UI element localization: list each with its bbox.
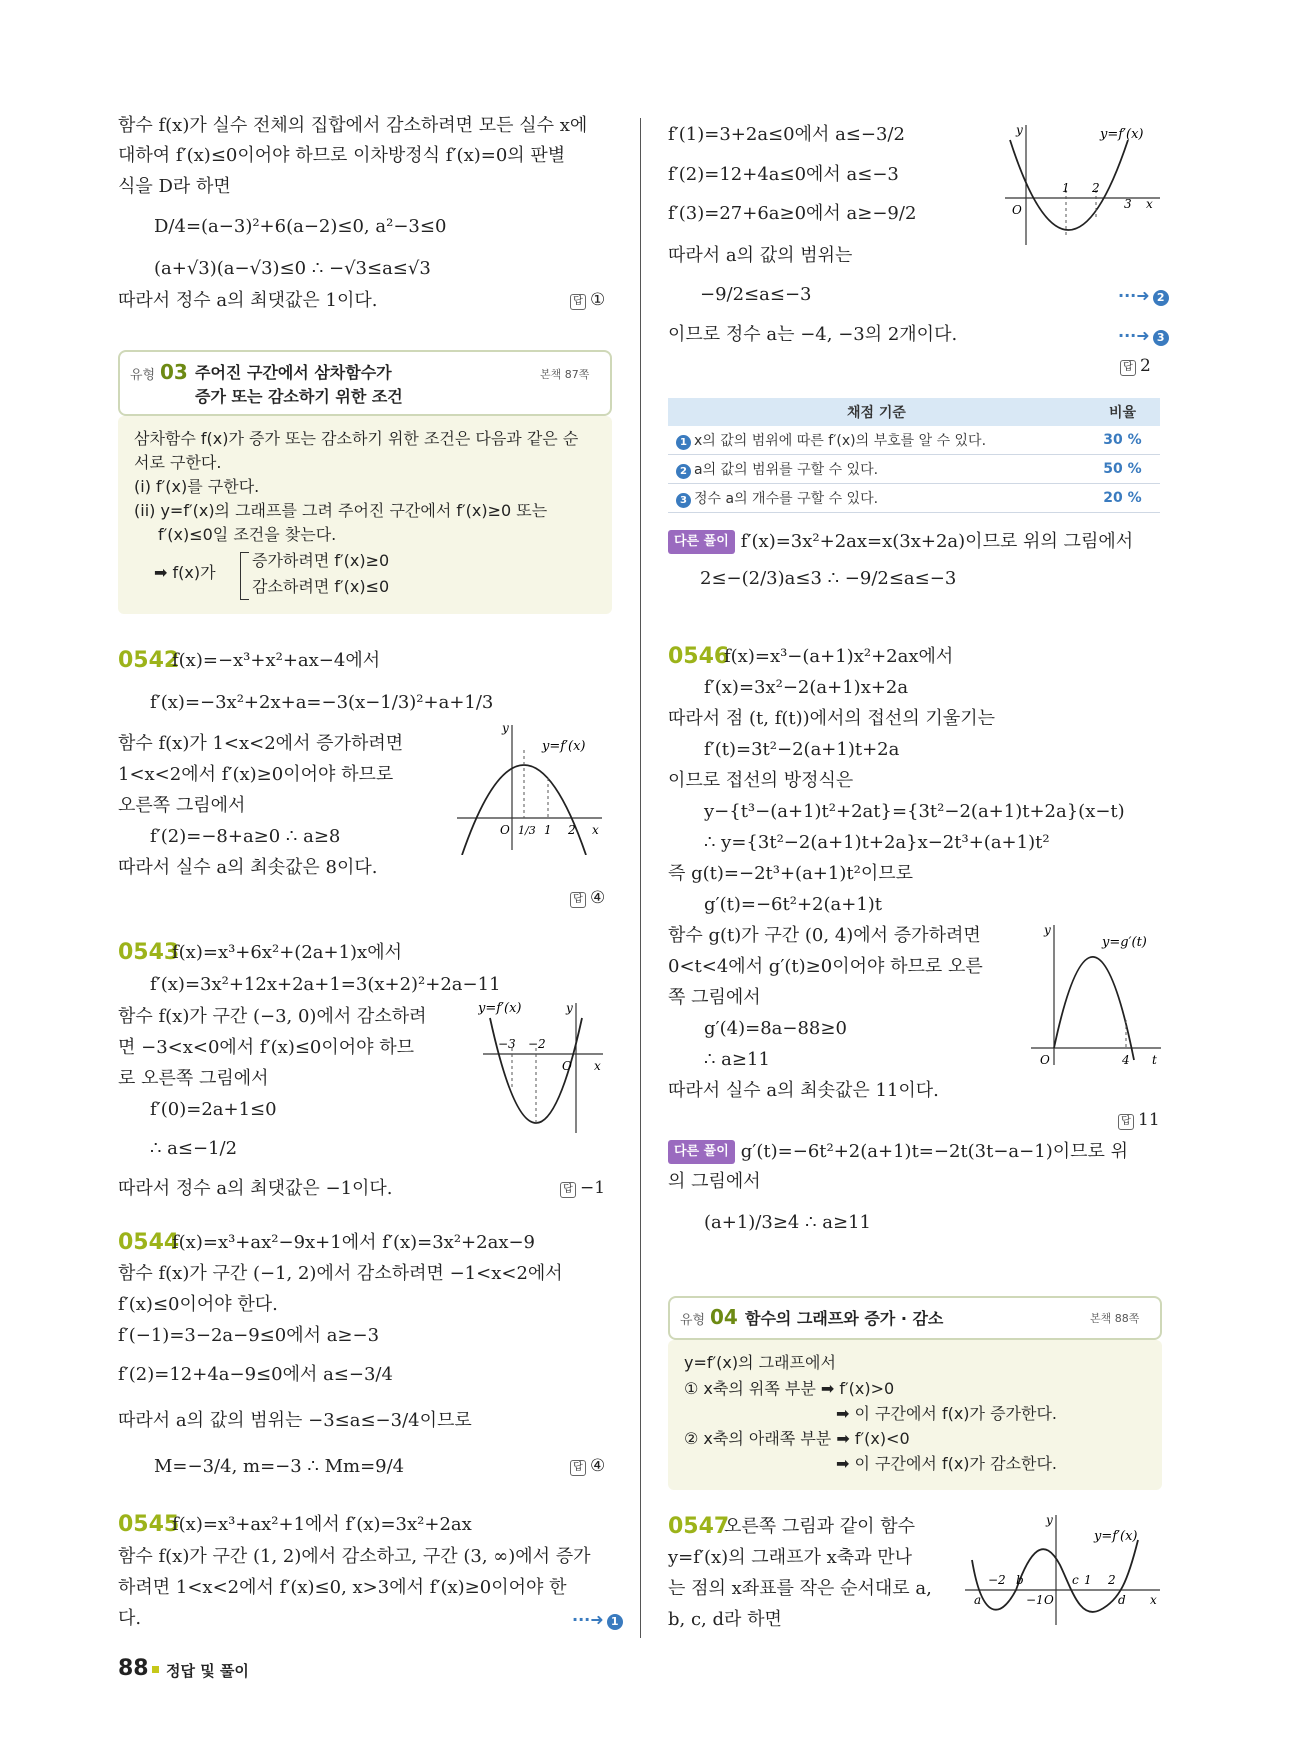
text-line: −9/2≤a≤−3 xyxy=(700,284,812,305)
tip-line: ② x축의 아래쪽 부분 ➡ f′(x)<0 xyxy=(684,1429,910,1448)
tick-label: O xyxy=(1044,1593,1054,1607)
text-line: M=−3/4, m=−3 ∴ Mm=9/4 xyxy=(154,1456,405,1477)
type-tag: 유형 xyxy=(680,1313,706,1328)
type-04-tip xyxy=(668,1340,1162,1490)
tick-label: −3 xyxy=(498,1037,516,1051)
tip-line: f′(x)≤0일 조건을 찾는다. xyxy=(158,525,337,544)
table-row: 1 x의 값의 범위에 따른 f′(x)의 부호를 알 수 있다. 30 % xyxy=(668,426,1160,455)
text-line: 함수 f(x)가 구간 (−1, 2)에서 감소하려면 −1<x<2에서 xyxy=(118,1263,563,1284)
parabola-graph-0542 xyxy=(452,720,607,855)
text-line: f′(x)=−3x²+2x+a=−3(x−1/3)²+a+1/3 xyxy=(150,692,494,713)
text-line: 로 오른쪽 그림에서 xyxy=(118,1068,269,1089)
type-ref: 본책 88쪽 xyxy=(1090,1312,1140,1325)
alt-solution: 다른 풀이 g′(t)=−6t²+2(a+1)t=−2t(3t−a−1)이므로 위 xyxy=(668,1140,1128,1164)
text-line: g′(4)=8a−88≥0 xyxy=(704,1018,847,1039)
text-line: 대하여 f′(x)≤0이어야 하므로 이차방정식 f′(x)=0의 판별 xyxy=(118,145,566,166)
text-line: 따라서 a의 값의 범위는 xyxy=(668,245,853,266)
text-line: 이므로 정수 a는 −4, −3의 2개이다. xyxy=(668,324,958,345)
tip-line: y=f′(x)의 그래프에서 xyxy=(684,1353,836,1372)
graph-label: y=f′(x) xyxy=(542,739,586,754)
text-line: 따라서 점 (t, f(t))에서의 접선의 기울기는 xyxy=(668,708,995,729)
text-line: 의 그림에서 xyxy=(668,1171,761,1192)
tick-label: b xyxy=(1016,1573,1024,1587)
type-04-header xyxy=(668,1296,1162,1340)
text-line: f(x)=x³+ax²+1에서 f′(x)=3x²+2ax xyxy=(172,1514,472,1535)
tick-label: O xyxy=(562,1059,572,1073)
text-line: 면 −3<x<0에서 f′(x)≤0이어야 하므 xyxy=(118,1037,415,1058)
text-line: 2≤−(2/3)a≤3 ∴ −9/2≤a≤−3 xyxy=(700,568,957,589)
tick-label: x xyxy=(594,1059,601,1073)
tick-label: x xyxy=(592,823,599,837)
tip-line: ① x축의 위쪽 부분 ➡ f′(x)>0 xyxy=(684,1379,895,1398)
text-line: 다. xyxy=(118,1608,142,1629)
text-line: 0<t<4에서 g′(t)≥0이어야 하므로 오른 xyxy=(668,956,983,977)
tick-label: x xyxy=(1150,1593,1157,1607)
tick-label: 1 xyxy=(544,823,552,837)
type-tag: 유형 xyxy=(130,368,156,383)
alt-solution: 다른 풀이 f′(x)=3x²+2ax=x(3x+2a)이므로 위의 그림에서 xyxy=(668,530,1133,554)
tick-label: y xyxy=(1044,923,1051,937)
text-line: f(x)=x³+ax²−9x+1에서 f′(x)=3x²+2ax−9 xyxy=(172,1232,536,1253)
tip-line: 감소하려면 f′(x)≤0 xyxy=(252,577,390,596)
type-title: 증가 또는 감소하기 위한 조건 xyxy=(195,387,403,406)
tick-label: O xyxy=(1040,1053,1050,1067)
type-title: 주어진 구간에서 삼차함수가 xyxy=(195,363,392,382)
text-line: f′(3)=27+6a≥0에서 a≥−9/2 xyxy=(668,203,917,224)
text-line: 함수 f(x)가 구간 (1, 2)에서 감소하고, 구간 (3, ∞)에서 증가 xyxy=(118,1546,591,1567)
tick-label: O xyxy=(500,823,510,837)
step-marker: ···➜ 3 xyxy=(1118,326,1169,346)
tip-line: (i) f′(x)를 구한다. xyxy=(134,477,260,496)
tick-label: y xyxy=(1016,123,1023,137)
text-line: 함수 f(x)가 1<x<2에서 증가하려면 xyxy=(118,733,404,754)
answer: 답 ④ xyxy=(570,1456,605,1476)
text-line: 오른쪽 그림에서 xyxy=(118,795,246,816)
quartic-graph-0547 xyxy=(960,1510,1165,1630)
answer: 답 ① xyxy=(570,290,605,310)
text-line: g′(t)=−6t²+2(a+1)t xyxy=(704,894,883,915)
tip-line: 서로 구한다. xyxy=(134,453,222,472)
text-line: D/4=(a−3)²+6(a−2)≤0, a²−3≤0 xyxy=(154,216,447,237)
problem-number: 0545 xyxy=(118,1512,180,1537)
answer: 답 −1 xyxy=(560,1178,605,1198)
text-line: 는 점의 x좌표를 작은 순서대로 a, xyxy=(668,1578,932,1599)
table-header: 채점 기준 xyxy=(668,398,1085,426)
type-number: 03 xyxy=(160,360,188,384)
problem-number: 0542 xyxy=(118,648,180,673)
text-line: f′(1)=3+2a≤0에서 a≤−3/2 xyxy=(668,124,905,145)
graph-label: y=g′(t) xyxy=(1102,935,1147,950)
tick-label: 1 xyxy=(1084,1573,1092,1587)
tick-label: −1 xyxy=(1026,1593,1044,1607)
tick-label: y xyxy=(502,721,509,735)
column-divider xyxy=(640,118,641,1638)
parabola-graph-0543 xyxy=(478,998,608,1138)
problem-number: 0547 xyxy=(668,1514,730,1539)
table-row: 2 a의 값의 범위를 구할 수 있다. 50 % xyxy=(668,455,1160,484)
text-line: f′(2)=12+4a≤0에서 a≤−3 xyxy=(668,164,899,185)
type-03-header xyxy=(118,350,612,416)
tick-label: c xyxy=(1072,1573,1079,1587)
tip-line: ➡ f(x)가 xyxy=(154,563,216,582)
tick-label: d xyxy=(1118,1593,1126,1607)
answer: 답 11 xyxy=(1118,1110,1160,1130)
text-line: ∴ y={3t²−2(a+1)t+2a}x−2t³+(a+1)t² xyxy=(704,832,1050,853)
text-line: f′(−1)=3−2a−9≤0에서 a≥−3 xyxy=(118,1325,380,1346)
text-line: 함수 f(x)가 실수 전체의 집합에서 감소하려면 모든 실수 x에 xyxy=(118,115,588,136)
text-line: b, c, d라 하면 xyxy=(668,1609,782,1630)
text-line: 따라서 실수 a의 최솟값은 8이다. xyxy=(118,857,378,878)
tip-line: ➡ 이 구간에서 f(x)가 감소한다. xyxy=(836,1454,1057,1473)
text-line: 오른쪽 그림과 같이 함수 xyxy=(724,1516,916,1537)
footer-bullet xyxy=(152,1666,159,1673)
answer: 답 2 xyxy=(1120,356,1151,376)
text-line: ∴ a≥11 xyxy=(704,1049,770,1070)
tick-label: y xyxy=(1046,1513,1053,1527)
tip-line: (ii) y=f′(x)의 그래프를 그려 주어진 구간에서 f′(x)≥0 또는 xyxy=(134,501,548,520)
text-line: f′(x)≤0이어야 한다. xyxy=(118,1294,278,1315)
text-line: f(x)=−x³+x²+ax−4에서 xyxy=(172,650,381,671)
text-line: 따라서 실수 a의 최솟값은 11이다. xyxy=(668,1080,939,1101)
tip-line: ➡ 이 구간에서 f(x)가 증가한다. xyxy=(836,1404,1057,1423)
tick-label: t xyxy=(1152,1053,1157,1067)
text-line: (a+1)/3≥4 ∴ a≥11 xyxy=(704,1212,871,1233)
problem-number: 0544 xyxy=(118,1230,180,1255)
footer-text: 정답 및 풀이 xyxy=(166,1662,249,1680)
text-line: y=f′(x)의 그래프가 x축과 만나 xyxy=(668,1547,913,1568)
text-line: f(x)=x³−(a+1)x²+2ax에서 xyxy=(724,646,954,667)
graph-label: y=f′(x) xyxy=(1094,1529,1138,1544)
type-ref: 본책 87쪽 xyxy=(540,368,590,381)
text-line: f′(2)=12+4a−9≤0에서 a≤−3/4 xyxy=(118,1364,393,1385)
text-line: f′(2)=−8+a≥0 ∴ a≥8 xyxy=(150,826,341,847)
text-line: f′(x)=3x²+12x+2a+1=3(x+2)²+2a−11 xyxy=(150,974,501,995)
grading-table xyxy=(668,398,1160,513)
text-line: 따라서 a의 값의 범위는 −3≤a≤−3/4이므로 xyxy=(118,1410,472,1431)
text-line: f′(0)=2a+1≤0 xyxy=(150,1099,277,1120)
table-row: 3 정수 a의 개수를 구할 수 있다. 20 % xyxy=(668,484,1160,513)
text-line: f(x)=x³+6x²+(2a+1)x에서 xyxy=(172,942,402,963)
bracket xyxy=(240,552,249,600)
text-line: 이므로 접선의 방정식은 xyxy=(668,770,854,791)
step-marker: ···➜ 1 xyxy=(572,1610,623,1630)
problem-number: 0543 xyxy=(118,940,180,965)
graph-label: y=f′(x) xyxy=(1100,127,1144,142)
step-marker: ···➜ 2 xyxy=(1118,286,1169,306)
parabola-graph-0545 xyxy=(1000,120,1168,250)
text-line: ∴ a≤−1/2 xyxy=(150,1138,238,1159)
text-line: 식을 D라 하면 xyxy=(118,176,231,197)
tick-label: x xyxy=(1146,197,1153,211)
tick-label: O xyxy=(1012,203,1022,217)
tick-label: 2 xyxy=(568,823,576,837)
answer: 답 ④ xyxy=(570,888,605,908)
text-line: f′(t)=3t²−2(a+1)t+2a xyxy=(704,739,900,760)
text-line: 함수 f(x)가 구간 (−3, 0)에서 감소하려 xyxy=(118,1006,427,1027)
text-line: 즉 g(t)=−2t³+(a+1)t²이므로 xyxy=(668,863,913,884)
text-line: f′(x)=3x²−2(a+1)x+2a xyxy=(704,677,909,698)
table-header: 비율 xyxy=(1085,398,1160,426)
page-number: 88 xyxy=(118,1656,149,1681)
text-line: 함수 g(t)가 구간 (0, 4)에서 증가하려면 xyxy=(668,925,981,946)
tick-label: 1/3 xyxy=(518,824,536,837)
tick-label: 3 xyxy=(1124,197,1132,211)
text-line: 쪽 그림에서 xyxy=(668,987,761,1008)
text-line: 1<x<2에서 f′(x)≥0이어야 하므로 xyxy=(118,764,394,785)
text-line: 하려면 1<x<2에서 f′(x)≤0, x>3에서 f′(x)≥0이어야 한 xyxy=(118,1577,567,1598)
type-number: 04 xyxy=(710,1305,738,1329)
tick-label: −2 xyxy=(988,1573,1006,1587)
type-03-tip xyxy=(118,416,612,614)
tick-label: 1 xyxy=(1062,181,1070,195)
tick-label: 2 xyxy=(1108,1573,1116,1587)
graph-label: y=f′(x) xyxy=(478,1001,522,1016)
tick-label: a xyxy=(974,1593,982,1607)
type-title: 함수의 그래프와 증가 · 감소 xyxy=(745,1309,944,1328)
tip-line: 삼차함수 f(x)가 증가 또는 감소하기 위한 조건은 다음과 같은 순 xyxy=(134,429,579,448)
text-line: (a+√3)(a−√3)≤0 ∴ −√3≤a≤√3 xyxy=(154,258,431,279)
tick-label: 4 xyxy=(1122,1053,1130,1067)
tick-label: y xyxy=(566,1001,573,1015)
text-line: 따라서 정수 a의 최댓값은 1이다. xyxy=(118,290,378,311)
text-line: y−{t³−(a+1)t²+2at}={3t²−2(a+1)t+2a}(x−t) xyxy=(704,801,1125,822)
tick-label: 2 xyxy=(1092,181,1100,195)
problem-number: 0546 xyxy=(668,644,730,669)
parabola-graph-0546 xyxy=(1026,920,1166,1070)
tip-line: 증가하려면 f′(x)≥0 xyxy=(252,551,390,570)
text-line: 따라서 정수 a의 최댓값은 −1이다. xyxy=(118,1178,393,1199)
tick-label: −2 xyxy=(528,1037,546,1051)
